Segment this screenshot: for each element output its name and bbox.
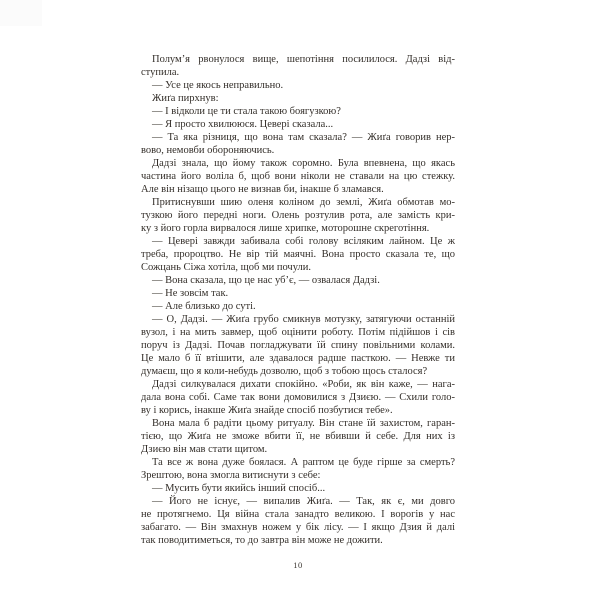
text-line: тузкою його передні ноги. Олень розтулив рота, але замість кри- bbox=[141, 210, 455, 221]
text-line: Полум’я рвонулося вище, шепотіння посилилося. Дадзі від- bbox=[152, 54, 455, 65]
text-line: вузол, і на мить завмер, щоб оцінити роботу. Потім підійшов і сів bbox=[141, 327, 455, 338]
text-line: — Усе це якось неправильно. bbox=[152, 80, 284, 91]
text-line: Жиґа пирхнув: bbox=[152, 93, 219, 104]
text-line: — Та яка різниця, що вона там сказала? — Жиґа говорив нер- bbox=[152, 132, 455, 143]
text-line: ступила. bbox=[141, 67, 180, 78]
text-line: треба, пророцтво. Не вір тій маячні. Вона просто сказала те, що bbox=[141, 249, 455, 260]
text-line: Та все ж вона дуже боялася. А раптом це буде гірше за смерть? bbox=[152, 457, 455, 468]
page-text-block bbox=[141, 53, 455, 547]
text-line: Дадзі силкувалася дихати спокійно. «Роби, як він каже, — нага- bbox=[152, 379, 455, 390]
text-line: ву і корись, інакше Жиґа знайде спосіб позбутися тебе». bbox=[141, 405, 393, 416]
text-line: — О, Дадзі. — Жиґа грубо смикнув мотузку, затягуючи останній bbox=[152, 314, 455, 325]
text-line: ку з його горла вирвалося лише хрипке, моторошне скреготіння. bbox=[141, 223, 430, 234]
text-line: — І відколи це ти стала такою боягузкою? bbox=[152, 106, 341, 117]
text-line: Сожцань Сіжа хотіла, щоб ми почули. bbox=[141, 262, 311, 273]
text-line: забагато. — Він змахнув ножем у бік лісу. — І якщо Дзия й далі bbox=[141, 522, 455, 533]
text-line: Це мало б її втішити, але здавалося радше пасткою. — Невже ти bbox=[141, 353, 455, 364]
text-line: Дадзі знала, що йому також соромно. Була впевнена, що якась bbox=[152, 158, 455, 169]
text-line: поруч із Дадзі. Почав погладжувати їй спину повільними колами. bbox=[141, 340, 455, 351]
page-number: 10 bbox=[293, 560, 303, 570]
text-line: не протягнемо. Ця війна стала занадто великою. І ворогів у нас bbox=[141, 509, 455, 520]
text-line: частина його воліла б, щоб вони ніколи не ставали на цю стежку. bbox=[141, 171, 455, 182]
text-line: — Його не існує, — випалив Жиґа. — Так, як є, ми довго bbox=[152, 496, 455, 507]
text-line: думаєш, що я коли-небудь дозволю, щоб з тобою щось сталося? bbox=[141, 366, 428, 377]
text-line: — Я просто хвилююся. Цевері сказала... bbox=[152, 119, 334, 130]
text-line: — Цевері завжди забивала собі голову всіляким лайном. Це ж bbox=[152, 236, 455, 247]
text-line: — Не зовсім так. bbox=[152, 288, 229, 299]
text-line: — Мусить бути якийсь інший спосіб... bbox=[152, 483, 326, 494]
text-line: тією, що Жиґа не зможе вбити її, не вбивши й себе. Для них із bbox=[141, 431, 455, 442]
text-line: вово, немовби обороняючись. bbox=[141, 145, 275, 156]
text-line: Дзиєю він мав стати щитом. bbox=[141, 444, 268, 455]
scan-corner-artifact bbox=[0, 0, 42, 26]
text-line: Притиснувши шию оленя коліном до землі, Жиґа обмотав мо- bbox=[152, 197, 455, 208]
text-line: — Вона сказала, що це нас уб’є, — озвалася Дадзі. bbox=[152, 275, 380, 286]
text-line: дала вона собі. Саме так вони домовилися з Дзиєю. — Схили голо- bbox=[141, 392, 455, 403]
text-line: — Але близько до суті. bbox=[152, 301, 256, 312]
text-line: Зрештою, вона змогла витиснути з себе: bbox=[141, 470, 321, 481]
text-line: так поводитиметься, то до завтра він може не дожити. bbox=[141, 535, 383, 546]
text-line: Вона мала б радіти цьому ритуалу. Він стане їй захистом, гаран- bbox=[152, 418, 455, 429]
text-line: Але він нізащо цього не визнав би, інакше б зламався. bbox=[141, 184, 384, 195]
